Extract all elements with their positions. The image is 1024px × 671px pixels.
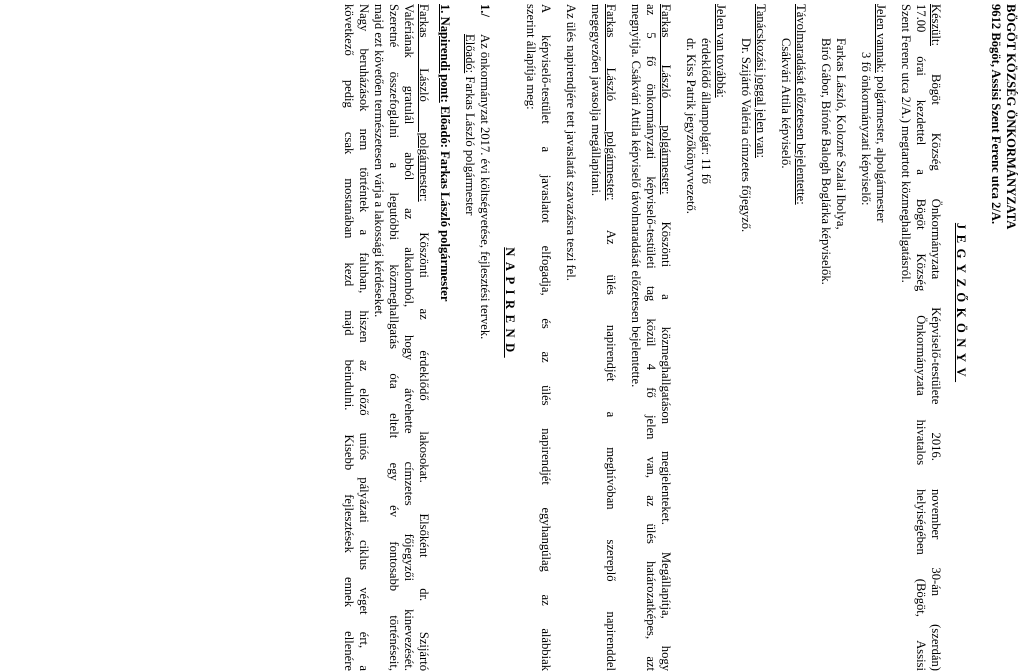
document-title: JEGYZŐKÖNYV [954,222,968,383]
also-present-label: Jelen van továbbá: [714,4,728,98]
citizens-count: érdeklődő állampolgár: 11 fő [699,38,713,185]
keszult-label: Készült: [929,4,943,46]
advisory-label: Tanácskozási joggal jelen van: [754,4,768,159]
absent-member: Csákvári Attila képviselő. [779,38,793,169]
speaker-label: Farkas László polgármester: [417,4,431,202]
decision-line-1: A képviselő-testület a javaslatot elfogadja, és az ülés napirendjét egyhangúlag az alábbiak [539,4,553,671]
decision-line-2: szerint állapítja meg: [524,4,538,110]
jelen-vannak-line: Jelen vannak: polgármester, alpolgármester [874,4,888,223]
speaker-label: Farkas László polgármester: [659,4,673,195]
jelen-vannak-count: 3 fő önkormányzati képviselő: [859,52,873,206]
agenda-item [477,4,492,671]
keszult-line-3: Szent Ferenc utca 2/A.) megtartott közmeghallgatásról. [899,4,913,283]
members-line-1: Farkas László, Kolozné Szalai Ibolya, [834,38,848,230]
opening-line-2: az 5 fő önkormányzati képviselő-testületi tag közül 4 fő jelen van, az ülés határozatképes, azt [644,4,658,671]
opening-line-3: megnyitja. Csákvári Attila képviselő távolmaradását előzetesen bejelentette. [629,4,643,388]
agenda-proposal-line-2: megegyezően javasolja megállapítani. [589,4,603,196]
report-line-5: Nagy beruházások nem történtek a faluban, hiszen az előző uniós pályázati ciklus véget ért, a [357,4,371,671]
report-line-1: Farkas László polgármester: Köszönti az érdeklődő lakosokat. Elsőként dr. Szijártó [417,4,431,671]
agenda-item-text: Az önkormányzat 2017. évi költségvetése, fejlesztési tervek. [478,34,492,340]
header-address: 9612 Bögöt, Assisi Szent Ferenc utca 2/A. [989,4,1003,225]
members-line-2: Bíró Gábor, Bíróné Balogh Boglárka képviselők. [819,38,833,285]
agenda-item-number: 1./ [478,4,492,17]
report-line-4: majd ezt követően természetesen várja a lakossági kérdéseket. [372,4,386,318]
advisory-member: Dr. Szijártó Valéria címzetes főjegyző. [739,38,753,233]
agenda-proposal-line-1: Farkas László polgármester: Az ülés napirendjét a meghívóban szereplő napirenddel [604,4,618,671]
absence-label: Távolmaradását előzetesen bejelentette: [794,4,808,205]
vote-call: Az ülés napirendjére tett javaslatát szavazásra teszi fel. [564,4,578,281]
speaker-label: Farkas László polgármester: [604,4,618,201]
report-line-2: Valériának gratulál abból az alkalomból, hogy átvehette címzetes főjegyzői kinevezését. [402,4,416,671]
header-organization: BÖGÖT KÖZSÉG ÖNKORMÁNYZATA [1004,4,1018,230]
agenda-title: NAPIREND [503,247,517,358]
jelen-vannak-label: Jelen vannak: [874,4,888,73]
report-line-3: Szeretné összefoglalni a legutóbbi közmeghallgatás óta eltelt egy év fontosabb történéseit, [387,4,401,671]
report-line-6: következő pedig csak mostanában kezd majd beindulni. Kisebb fejlesztések ennek ellenére [342,4,356,671]
keszult-line-2: 17.00 órai kezdettel a Bögöt Község Önkormányzata hivatalos helyiségében (Bögöt, Assisi [914,4,928,671]
minutes-taker: dr. Kiss Patrik jegyzőkönyvvezető. [684,38,698,214]
first-point-heading: 1. Napirendi pont: Előadó: Farkas László polgármester [438,4,452,302]
opening-line-1: Farkas László polgármester: Köszönti a közmeghallgatáson megjelenteket. Megállapítja, hogy [659,4,673,671]
keszult-line-1: Készült: Bögöt Község Önkormányzata Képviselő-testülete 2016. november 30-án (szerdán) [929,4,943,671]
agenda-item-presenter: Előadó: Farkas László polgármester [463,34,477,216]
